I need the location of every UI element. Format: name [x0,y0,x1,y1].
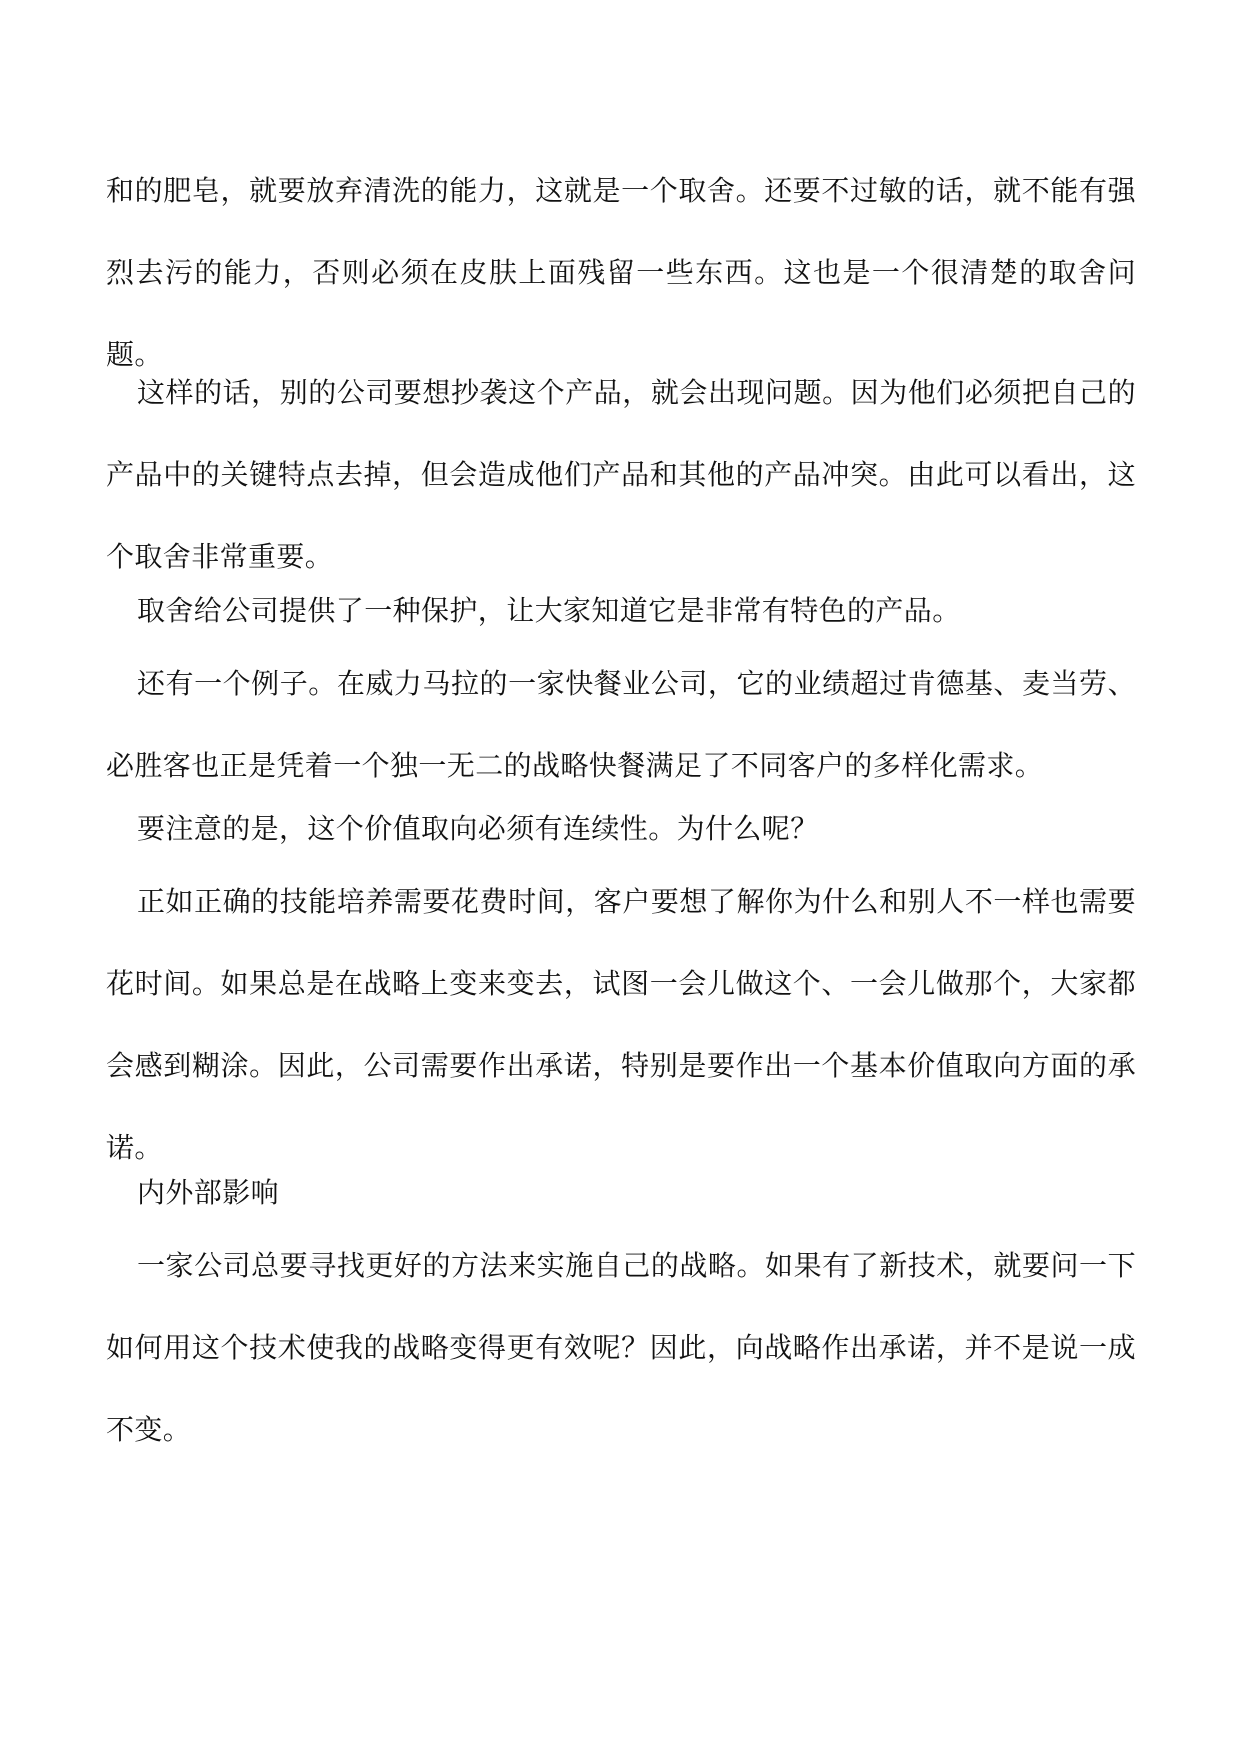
paragraph-copy-problem: 这样的话，别的公司要想抄袭这个产品，就会出现问题。因为他们必须把自己的产品中的关键特点去掉，但会造成他们产品和其他的产品冲突。由此可以看出，这个取舍非常重要。 [106,376,1136,573]
paragraph-continuity: 要注意的是，这个价值取向必须有连续性。为什么呢？ [137,812,819,845]
paragraph-fastfood-example: 还有一个例子。在威力马拉的一家快餐业公司，它的业绩超过肯德基、麦当劳、必胜客也正是凭着一个独一无二的战略快餐满足了不同客户的多样化需求。 [106,667,1136,782]
paragraph-soap-tradeoff: 和的肥皂，就要放弃清洗的能力，这就是一个取舍。还要不过敏的话，就不能有强烈去污的能力，否则必须在皮肤上面残留一些东西。这也是一个很清楚的取舍问题。 [106,174,1136,371]
paragraph-commitment: 正如正确的技能培养需要花费时间，客户要想了解你为什么和别人不一样也需要花时间。如果总是在战略上变来变去，试图一会儿做这个、一会儿做那个，大家都会感到糊涂。因此，公司需要作出承诺，特别是要作出一个基本价值取向方面的承诺。 [106,885,1136,1164]
paragraph-new-technology: 一家公司总要寻找更好的方法来实施自己的战略。如果有了新技术，就要问一下如何用这个技术使我的战略变得更有效呢？因此，向战略作出承诺，并不是说一成不变。 [106,1249,1136,1446]
paragraph-protection: 取舍给公司提供了一种保护，让大家知道它是非常有特色的产品。 [137,594,961,627]
section-heading-internal-external: 内外部影响 [137,1176,280,1209]
